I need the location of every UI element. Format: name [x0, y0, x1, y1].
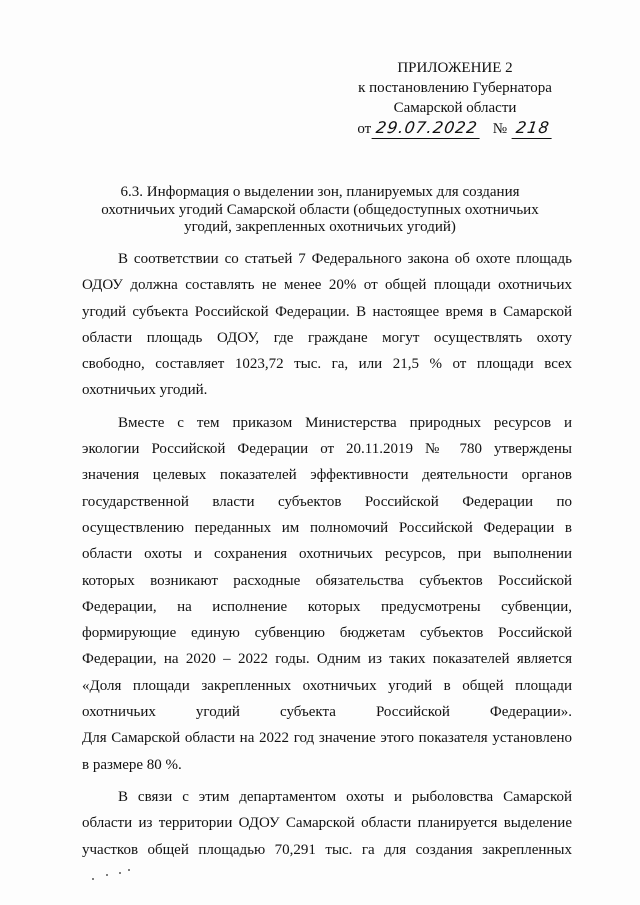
from-prefix: от — [357, 121, 372, 137]
paragraph-2 — [82, 410, 572, 778]
section-heading-line: охотничьих угодий Самарской области (общедоступных охотничьих — [101, 201, 539, 218]
appendix-line-decree: к постановлению Губернатора — [358, 80, 552, 96]
text-line: значения целевых показателей эффективности деятельности органов — [82, 467, 572, 484]
text-line: В связи с этим департаментом охоты и рыболовства Самарской — [118, 788, 572, 805]
text-line: Вместе с тем приказом Министерства природных ресурсов и — [118, 414, 572, 431]
text-line: охотничьих угодий. — [82, 382, 208, 399]
text-line: области площадь ОДОУ, где граждане могут осуществлять охоту — [82, 329, 572, 346]
text-line: Федерации, на исполнение которых предусмотрены субвенции, — [82, 598, 572, 615]
appendix-header — [340, 58, 570, 139]
text-line: экологии Российской Федерации от 20.11.2019 № 780 утверждены — [82, 441, 572, 458]
appendix-line-region: Самарской области — [393, 100, 517, 116]
text-line: охотничьих угодий субъекта Российской Федерации». — [82, 704, 572, 721]
number-sign: № — [492, 121, 508, 137]
text-line: формирующие единую субвенцию бюджетам субъектов Российской — [82, 625, 572, 642]
text-line: угодий субъекта Российской Федерации. В настоящее время в Самарской — [82, 303, 572, 320]
text-line: участков общей площадью 70,291 тыс. га для создания закрепленных — [82, 841, 572, 858]
text-line: Федерации, на 2020 – 2022 годы. Одним из таких показателей является — [82, 651, 572, 668]
text-line: свободно, составляет 1023,72 тыс. га, или 21,5 % от площади всех — [82, 356, 572, 373]
text-line: В соответствии со статьей 7 Федерального закона об охоте площадь — [118, 251, 572, 267]
text-line: осуществлению переданных им полномочий Российской Федерации в — [82, 519, 572, 536]
handwritten-number: 218 — [512, 118, 554, 139]
text-line: которых возникают расходные обязательства субъектов Российской — [82, 572, 572, 589]
text-line: в размере 80 %. — [82, 756, 182, 773]
paragraph-1 — [82, 246, 572, 404]
handwritten-date: 29.07.2022 — [372, 118, 483, 139]
text-line: области охоты и сохранения охотничьих ресурсов, при выполнении — [82, 546, 572, 563]
text-line: области из территории ОДОУ Самарской области планируется выделение — [82, 815, 572, 832]
section-heading — [70, 184, 570, 237]
text-line: «Доля площади закрепленных охотничьих угодий в общей площади — [82, 677, 572, 694]
body-text — [82, 246, 572, 869]
text-line: государственной власти субъектов Российской Федерации по — [82, 493, 572, 510]
text-line: Для Самарской области на 2022 год значение этого показателя установлено — [82, 730, 572, 747]
appendix-title: ПРИЛОЖЕНИЕ 2 — [397, 60, 513, 76]
text-line: ОДОУ должна составлять не менее 20% от общей площади охотничьих — [82, 277, 572, 294]
scan-specks — [88, 866, 148, 886]
section-heading-line: угодий, закрепленных охотничьих угодий) — [184, 219, 456, 235]
paragraph-3 — [82, 784, 572, 863]
section-heading-line: 6.3. Информация о выделении зон, планируемых для создания — [120, 184, 520, 200]
appendix-date-number — [340, 118, 570, 139]
